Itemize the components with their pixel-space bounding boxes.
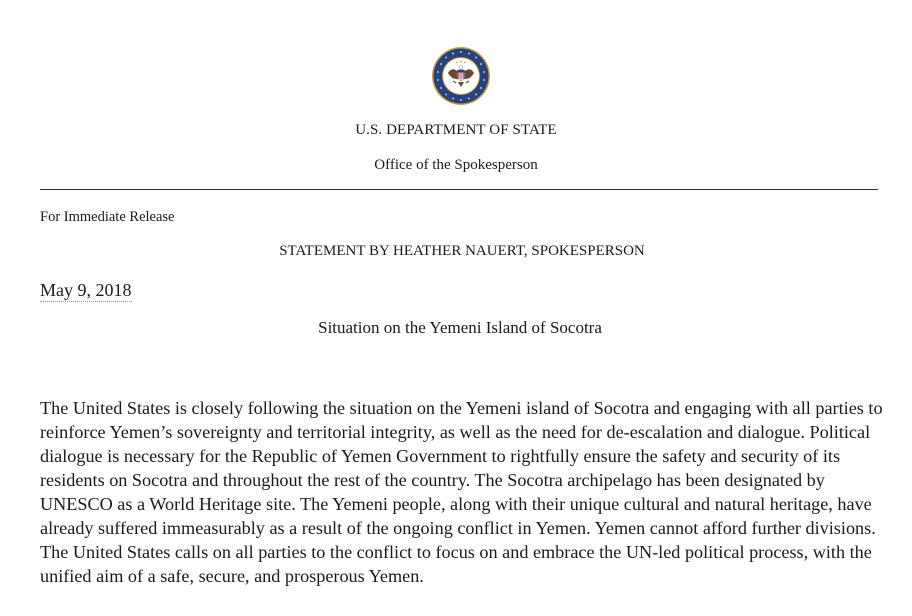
state-department-seal-icon bbox=[431, 46, 491, 106]
statement-body: The United States is closely following the situation on the Yemeni island of Socotra and engaging with all parties to reinforce Yemen’s sovereignty and territorial integrity, as well as the need for de-escalation and dialogue. Political dialogue is necessary for the Republic of Yemen Government to rightfully ensure the safety and security of its residents on Socotra and throughout the rest of the country. The Socotra archipelago has been designated by UNESCO as a World Heritage site. The Yemeni people, along with their unique cultural and natural heritage, have already suffered immeasurably as a result of the ongoing conflict in Yemen. Yemen cannot afford further divisions. The United States calls on all parties to the conflict to focus on and embrace the UN-led political process, with the unified aim of a safe, secure, and prosperous Yemen. bbox=[40, 398, 883, 586]
statement-by: STATEMENT BY HEATHER NAUERT, SPOKESPERSON bbox=[279, 243, 645, 259]
office-name: Office of the Spokesperson bbox=[374, 157, 538, 173]
release-date: May 9, 2018 bbox=[40, 280, 132, 300]
release-label: For Immediate Release bbox=[40, 209, 175, 225]
department-name: U.S. DEPARTMENT OF STATE bbox=[355, 122, 557, 138]
statement-title: Situation on the Yemeni Island of Socotra bbox=[318, 318, 602, 337]
header-divider bbox=[40, 189, 878, 190]
